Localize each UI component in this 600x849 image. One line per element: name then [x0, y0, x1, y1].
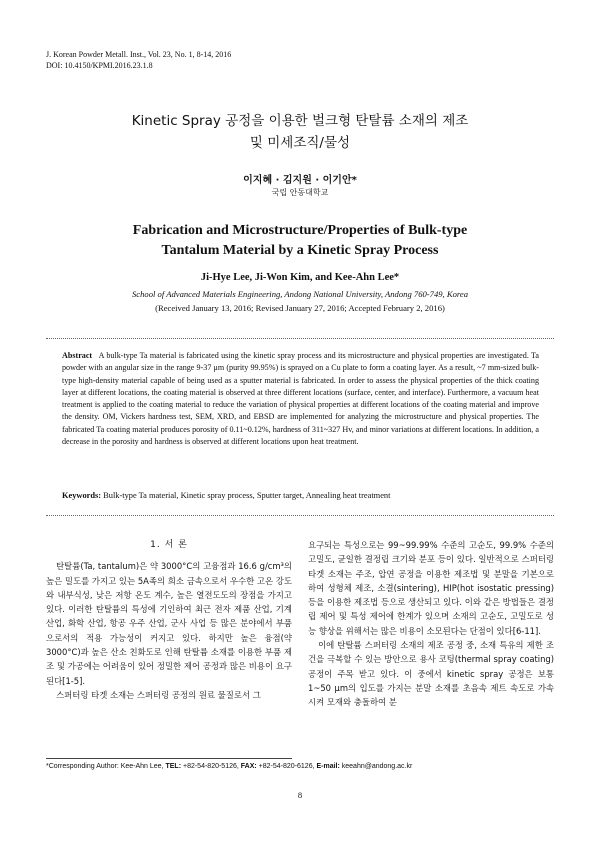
page-number: 8 — [297, 790, 303, 800]
journal-doi: DOI: 10.4150/KPMI.2016.23.1.8 — [46, 61, 153, 70]
affiliation-korean: 국립 안동대학교 — [271, 188, 329, 197]
divider-bottom — [46, 515, 554, 516]
intro-paragraph-1: 탄탈륨(Ta, tantalum)은 약 3000°C의 고융점과 16.6 g/cm³의 높은 밀도를 가지고 있는 5A족의 희소 금속으로서 우수한 고온 강도와 내부식성, 낮은 저항 온도 계수, 높은 열전도도의 장점을 가지고 있다. 이러한 탄탈륨의 특성에 기인하여 최근 전자 제품 산업, 기계 산업, 화학 산업, 항공 우주 산업, 군사 사업 등 많은 분야에서 부품으로서의 적용 가능성이 커지고 있다. 하지만 높은 융점(약 3000°C)과 높은 산소 친화도로 인해 탄탈륨 소재를 이용한 부품 제조 및 가공에는 어려움이 있어 정밀한 제어 공정과 많은 비용이 요구된다[1-5]. — [46, 561, 292, 686]
corresponding-author-footnote — [46, 763, 412, 770]
keywords — [62, 491, 539, 500]
received-dates: (Received January 13, 2016; Revised January 27, 2016; Accepted February 2, 2016) — [155, 303, 445, 313]
title-korean-line2: 및 미세조직/물성 — [249, 135, 351, 151]
intro-paragraph-3: 요구되는 특성으로는 99~99.99% 수준의 고순도, 99.9% 수준의 고밀도, 균일한 결정립 크기와 분포 등이 있다. 일반적으로 스퍼터링 타겟 소재는 주조, 압연 공정을 이용한 제조법 및 분말을 기본으로 하여 성형체 제조, 소결(sintering), HIP(hot isostatic pressing) 등을 이용한 제조법 등으로 생산되고 있다. 이와 같은 방법들은 결정립 제어 및 특성 제어에 한계가 있으며 소재의 고순도, 고밀도로 성능 향상을 위해서는 많은 비용이 소모된다는 단점이 있다[6-11]. — [308, 540, 554, 636]
title-english — [0, 221, 600, 261]
abstract-text: A bulk-type Ta material is fabricated using the kinetic spray process and its microstructure and physical properties are investigated. Ta powder with an angular size in the range 9-37 μm (purity 99.95%) is sprayed on a Cu plate to form a coating layer. As a result, ~7 mm-sized bulk-type high-density material capable of being used as a sputter material is fabricated. In order to assess the physical properties of the thick coating layer at different locations, the coating material is observed at three different locations (surface, center, and interface). Furthermore, a vacuum heat treatment is applied to the coating material to reduce the variation of physical properties at different locations of the coating material and improve the density. OM, Vickers hardness test, SEM, XRD, and EBSD are implemented for analyzing the microstructure and physical properties. The fabricated Ta coating material produces porosity of 0.11~0.12%, hardness of 311~327 Hv, and minor variations at different locations. In addition, a decrease in the porosity and hardness is observed at different locations upon heat treatment. — [62, 351, 539, 447]
abstract-label: Abstract — [62, 351, 93, 360]
footnote-email-label: E-mail: — [316, 763, 340, 770]
divider-top — [46, 338, 554, 339]
intro-paragraph-2: 스퍼터링 타겟 소재는 스퍼터링 공정의 원료 물질로서 그 — [56, 689, 261, 700]
footnote-fax-label: FAX: — [240, 763, 257, 770]
footnote-rule — [46, 758, 292, 759]
footnote-email: keeahn@andong.ac.kr — [339, 763, 413, 770]
affiliation-english: School of Advanced Materials Engineering, Andong National University, Andong 760-749, Korea — [132, 289, 468, 299]
abstract — [62, 350, 539, 448]
footnote-tel-label: TEL: — [165, 763, 182, 770]
section-heading-introduction: 1. 서 론 — [150, 540, 188, 550]
keywords-text: Bulk-type Ta material, Kinetic spray process, Sputter target, Annealing heat treatment — [103, 491, 391, 500]
journal-citation: J. Korean Powder Metall. Inst., Vol. 23, No. 1, 8-14, 2016 — [46, 50, 232, 59]
title-korean — [0, 110, 600, 154]
intro-paragraph-4: 이에 탄탈륨 스퍼터링 소재의 제조 공정 중, 소재 특유의 제한 조건을 극복할 수 있는 방안으로 용사 코팅(thermal spray coating) 공정이 주목 받고 있다. 이 중에서 kinetic spray 공정은 보통 1~50 μm의 입도를 가지는 분말 소재를 초음속 제트 속도로 가속시켜 모재와 충돌하여 분 — [308, 640, 554, 708]
title-english-line1: Fabrication and Microstructure/Properties of Bulk-type — [132, 223, 468, 238]
keywords-label: Keywords: — [62, 491, 102, 500]
column-left — [46, 538, 292, 702]
authors-korean: 이지혜 · 김지원 · 이기안* — [243, 175, 357, 186]
footnote-fax: +82-54-820-6126, — [256, 763, 317, 770]
footnote-tel: +82-54-820-5126, — [181, 763, 241, 770]
authors-english: Ji-Hye Lee, Ji-Won Kim, and Kee-Ahn Lee* — [200, 272, 400, 283]
footnote-prefix: *Corresponding Author: Kee-Ahn Lee, — [46, 763, 166, 770]
column-right — [308, 538, 554, 710]
title-english-line2: Tantalum Material by a Kinetic Spray Process — [161, 243, 439, 258]
title-korean-line1: Kinetic Spray 공정을 이용한 벌크형 탄탈륨 소재의 제조 — [131, 113, 469, 129]
journal-header — [46, 49, 231, 71]
